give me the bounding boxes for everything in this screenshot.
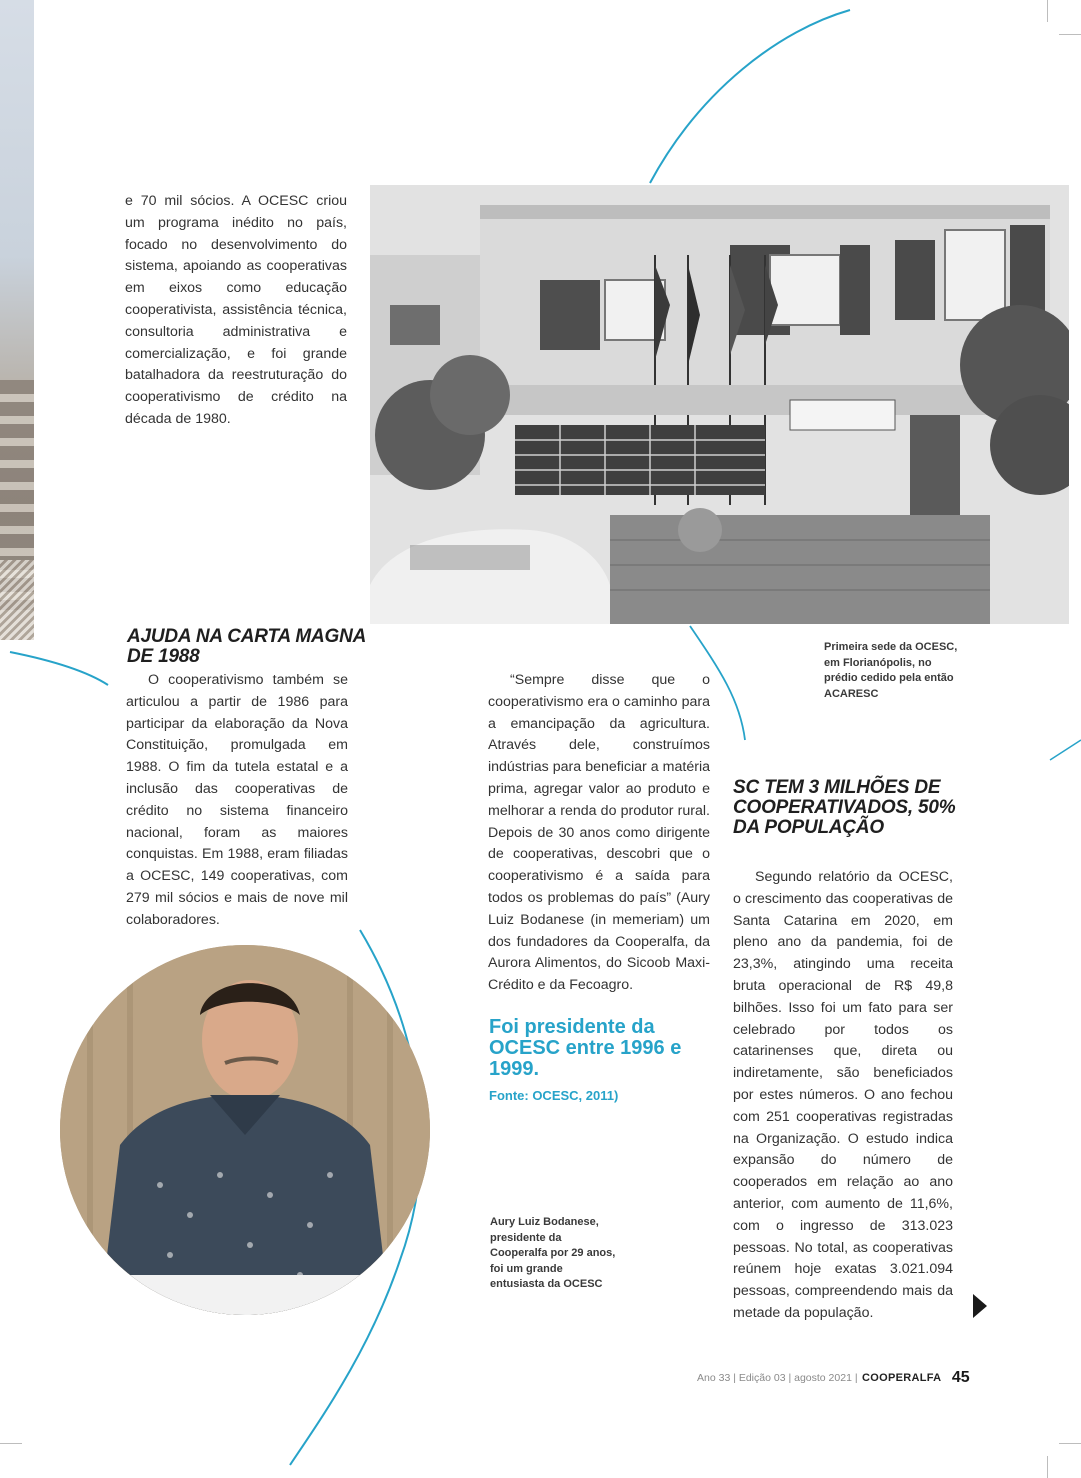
arc-left — [10, 652, 108, 685]
carta-magna-text: O cooperativismo também se articulou a partir de 1986 para participar da elaboração da Nova Constituição, promulgada em 1988. O fim da tutela estatal e a inclusão das cooperativas de crédito no sistema financeiro nacional, foram as maiores conquistas. Em 1988, eram filiadas a OCESC, 149 cooperativas, com 279 mil sócios e mais de nove mil colaboradores. — [126, 672, 348, 928]
footer-brand: COOPERALFA — [862, 1372, 942, 1384]
page-footer — [697, 1369, 970, 1389]
crop-mark — [0, 1443, 22, 1444]
quote-text: “Sempre disse que o cooperativismo era o caminho para a emancipação da agricultura. Através dele, construímos indústrias para beneficiar a matéria prima, agregar valor ao produto e melhorar a renda do produtor rural. Depois de 30 anos como dirigente de cooperativas, descobri que o cooperativismo é a saída para todos os problemas do país” (Aury Luiz Bodanese (in memeriam) um dos fundadores da Cooperalfa, da Aurora Alimentos, do Sicoob Maxi-Crédito e da Fecoagro. — [488, 672, 710, 994]
crop-mark — [1047, 1456, 1048, 1478]
page-number: 45 — [951, 1369, 970, 1386]
portrait-caption: Aury Luiz Bodanese, presidente da Cooperalfa por 29 anos, foi um grande entusiasta da OCESC — [490, 1216, 616, 1290]
portrait-photo — [60, 945, 430, 1315]
photo-caption: Primeira sede da OCESC, em Florianópolis, no prédio cedido pela então ACARESC — [824, 641, 958, 700]
crop-mark — [1059, 1443, 1081, 1444]
quote-highlight: Foi presidente da OCESC entre 1996 e 1999. — [489, 1016, 682, 1080]
arc-top — [650, 10, 850, 183]
section-body-sc-tem — [733, 867, 953, 1325]
building-illustration — [370, 185, 1069, 624]
building-photo — [370, 185, 1069, 624]
crop-mark — [1047, 0, 1048, 22]
edge-railing — [0, 560, 34, 640]
crop-mark — [1059, 34, 1081, 35]
next-page-arrow-icon — [973, 1294, 987, 1318]
intro-text: e 70 mil sócios. A OCESC criou um programa inédito no país, focado no desenvolvimento do sistema, apoiando as cooperativas em eixos como educação cooperativista, assistência técnica, consultoria administrativa e comercialização, e foi grande batalhadora da reestruturação do cooperativismo de crédito na década de 1980. — [125, 193, 347, 427]
quote-column — [488, 670, 710, 997]
section-heading-sc-tem: SC TEM 3 MILHÕES DE COOPERATIVADOS, 50% DA POPULAÇÃO — [733, 777, 956, 838]
sc-tem-text: Segundo relatório da OCESC, o crescimento das cooperativas de Santa Catarina em 2020, em pleno ano da pandemia, foi de 23,3%, atingindo uma receita bruta operacional de R$ 49,8 bilhões. Isso foi um fato para ser celebrado por todos os catarinenses que, direta ou indiretamente, são beneficiados por estes números. O ano fechou com 251 cooperativas registradas na Organização. O estudo indica expansão do número de cooperados em relação ao ano anterior, com aumento de 11,6%, com o ingresso de 313.023 pessoas. No total, as cooperativas reúnem hoje exatas 3.021.094 pessoas, compreendendo mais da metade da população. — [733, 869, 953, 1321]
section-heading-carta-magna: AJUDA NA CARTA MAGNA DE 1988 — [127, 626, 366, 667]
footer-meta: Ano 33 | Edição 03 | agosto 2021 | — [697, 1372, 858, 1384]
section-body-carta-magna — [126, 670, 348, 932]
portrait-illustration — [60, 945, 430, 1315]
quote-source: Fonte: OCESC, 2011) — [489, 1088, 619, 1103]
arc-right — [1050, 740, 1081, 760]
edge-photo-strip — [0, 0, 34, 640]
intro-paragraph — [125, 191, 347, 431]
